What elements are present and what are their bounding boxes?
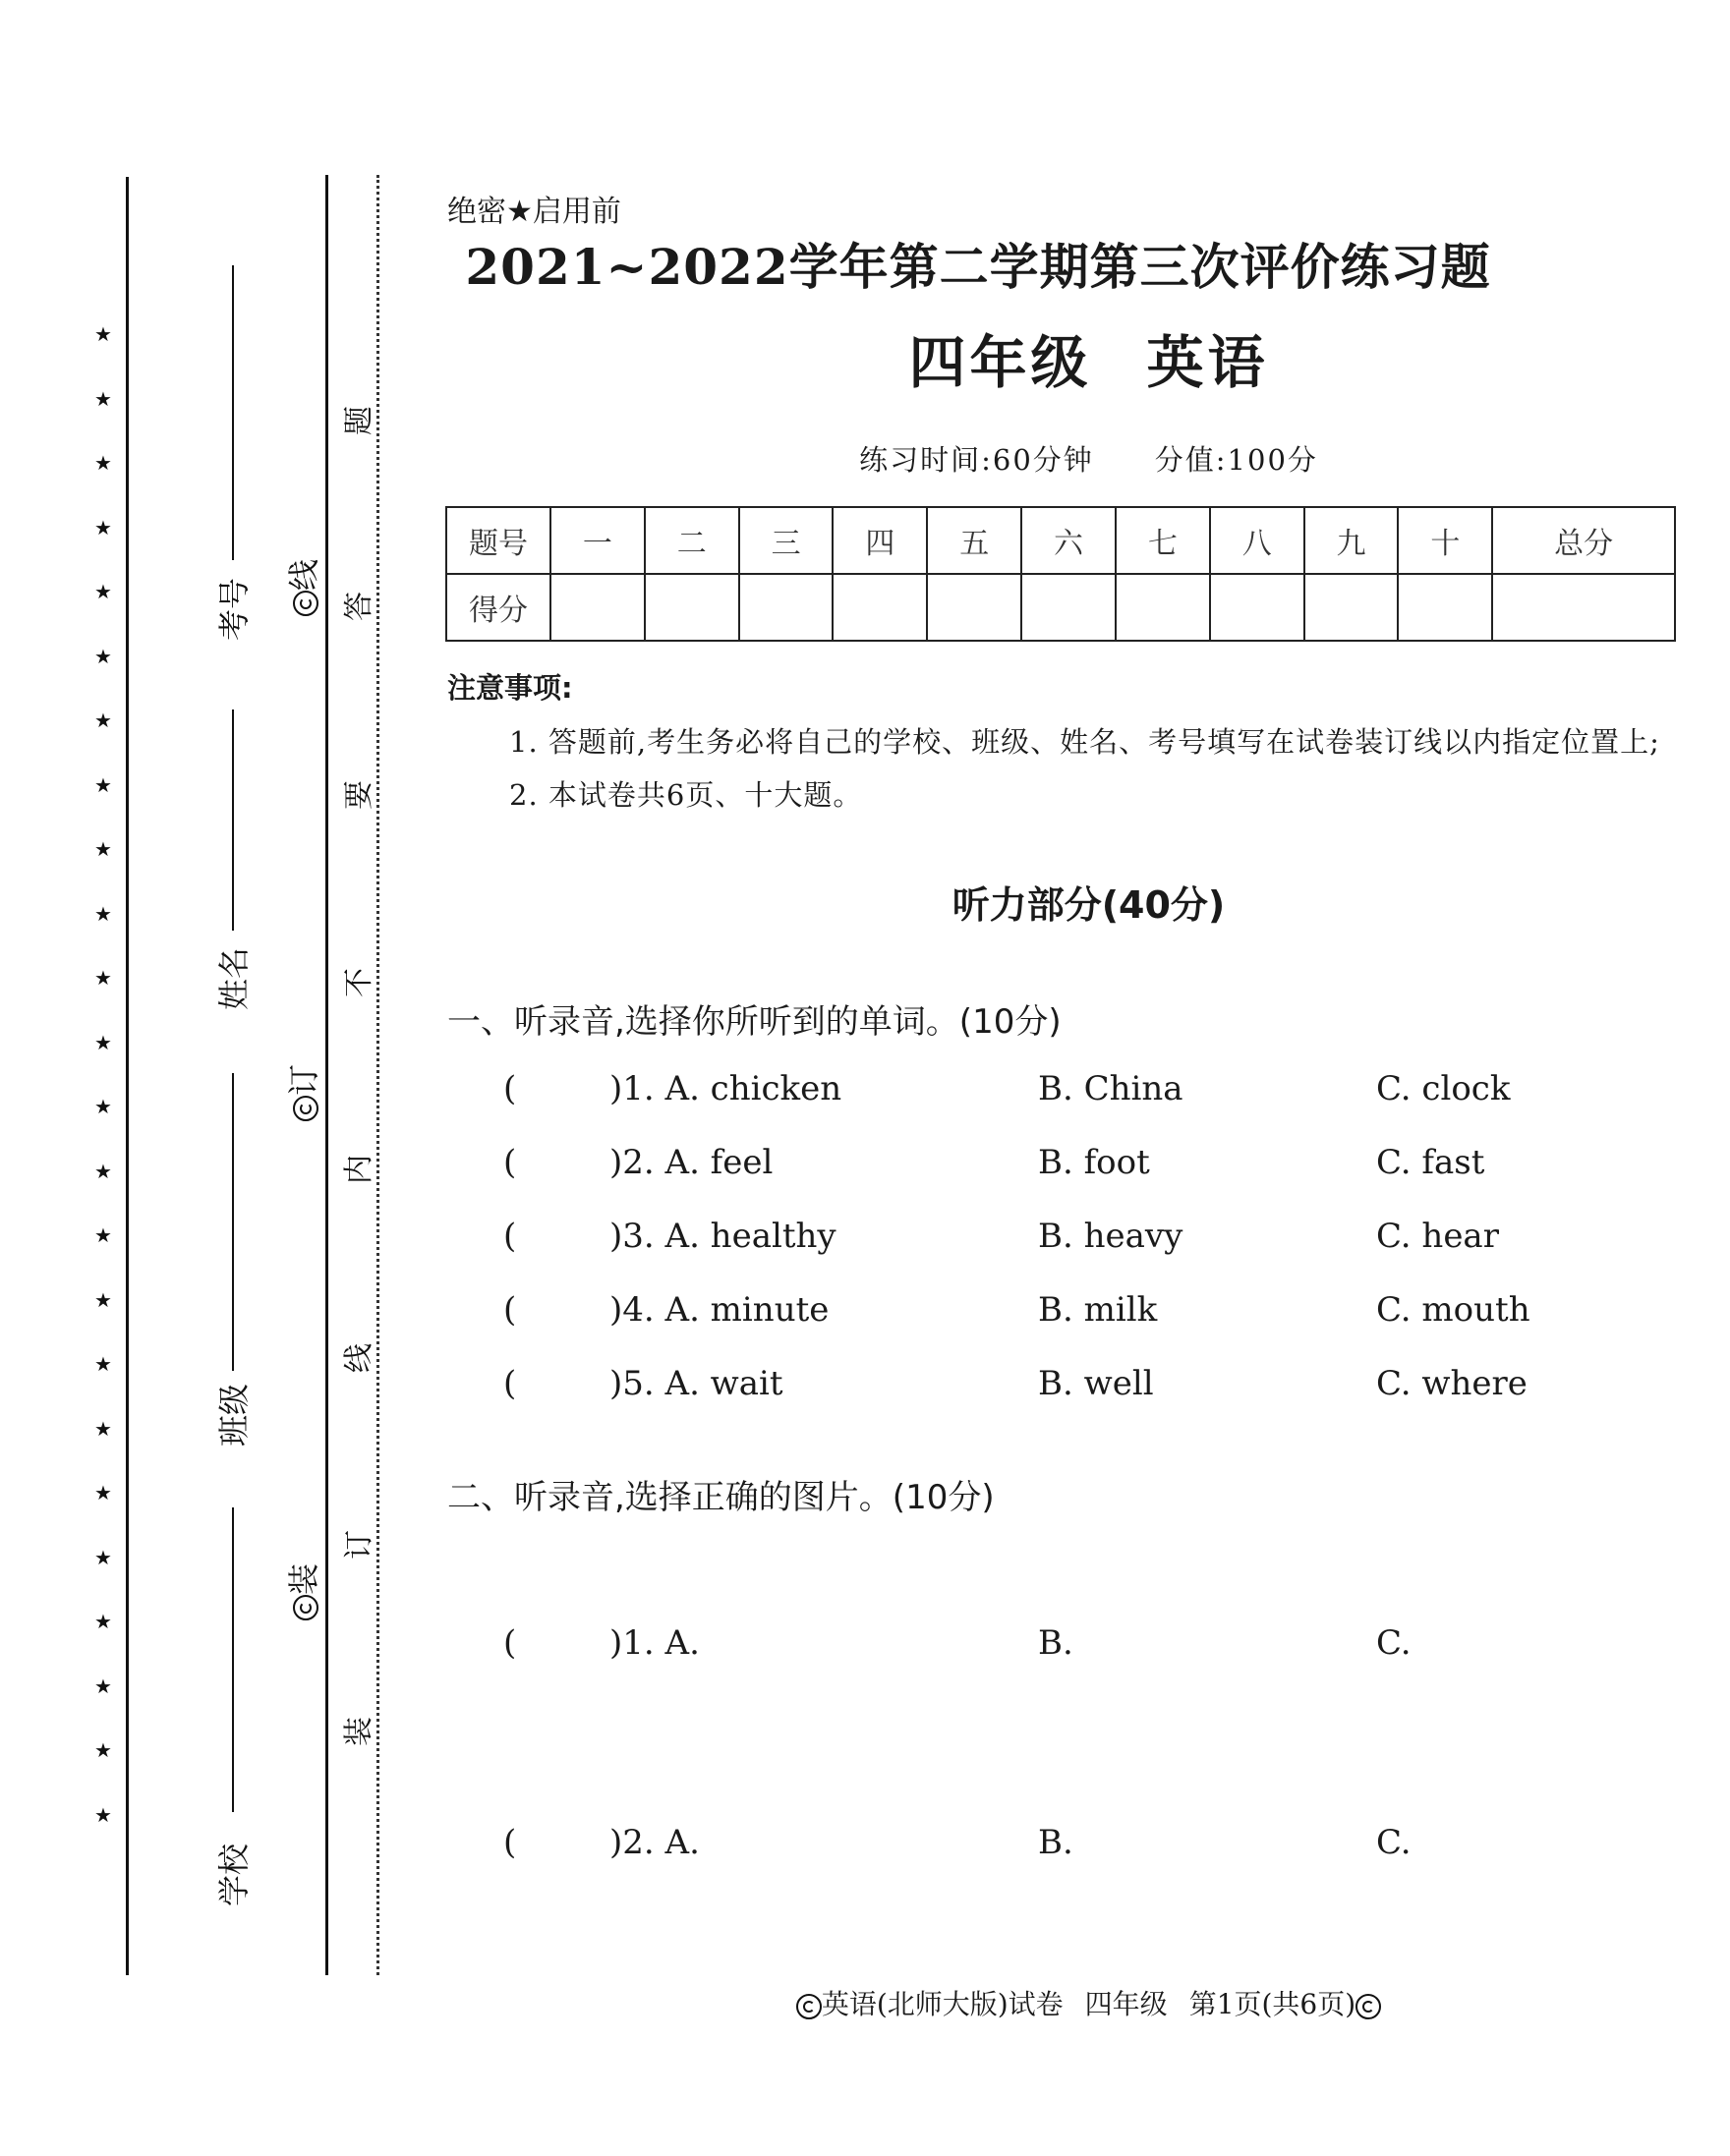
option-a: )1. A. chicken <box>609 1069 842 1108</box>
exam-meta <box>447 438 1730 479</box>
margin-star-icon: ★ <box>94 451 112 475</box>
score-cell[interactable] <box>927 574 1021 641</box>
question-row <box>503 1069 1702 1112</box>
answer-paren[interactable]: ( <box>503 1143 517 1182</box>
warning-char: 答 <box>342 592 376 621</box>
margin-star-icon: ★ <box>94 1287 112 1312</box>
margin-outer-line <box>126 177 129 1975</box>
option-c: C. <box>1376 1823 1412 1862</box>
part2-heading: 二、听录音,选择正确的图片。(10分) <box>447 1478 995 1517</box>
class-label: 班级 <box>215 1384 253 1447</box>
part1-heading: 一、听录音,选择你所听到的单词。(10分) <box>447 1002 1062 1042</box>
score-table-col: 总分 <box>1492 507 1675 574</box>
grade-label: 四年级 <box>908 329 1092 396</box>
score-cell[interactable] <box>1021 574 1116 641</box>
option-b: B. <box>1038 1823 1073 1862</box>
notice-item: 1. 答题前,考生务必将自己的学校、班级、姓名、考号填写在试卷装订线以内指定位置上; <box>509 725 1660 759</box>
option-a: )5. A. wait <box>609 1364 783 1403</box>
score-cell[interactable] <box>645 574 739 641</box>
margin-star-icon: ★ <box>94 1416 112 1441</box>
subject-label: 英语 <box>1146 329 1269 396</box>
margin-star-icon: ★ <box>94 966 112 990</box>
score-table-col: 六 <box>1021 507 1116 574</box>
grade-subject <box>447 316 1730 399</box>
warning-char: 不 <box>342 968 376 997</box>
question-row <box>503 1623 1702 1667</box>
margin-star-icon: ★ <box>94 1802 112 1827</box>
score-table-col: 八 <box>1210 507 1304 574</box>
margin-star-icon: ★ <box>94 1095 112 1118</box>
exam-title: 2021~2022学年第二学期第三次评价练习题 <box>465 238 1491 296</box>
binding-line-mark: 线 <box>279 548 318 627</box>
exam-no-blank[interactable] <box>232 265 234 560</box>
margin-star-icon: ★ <box>94 837 112 861</box>
margin-star-icon: ★ <box>94 1481 112 1504</box>
swirl-icon <box>293 591 318 616</box>
warning-char: 要 <box>342 780 376 810</box>
question-row <box>503 1290 1702 1333</box>
answer-paren[interactable]: ( <box>503 1364 517 1403</box>
score-table-col: 一 <box>550 507 645 574</box>
score-cell[interactable] <box>1398 574 1492 641</box>
warning-char: 订 <box>342 1530 376 1560</box>
name-blank[interactable] <box>232 709 234 931</box>
notice-title: 注意事项: <box>447 671 573 705</box>
score-table-col: 二 <box>645 507 739 574</box>
exam-no-label: 考号 <box>215 578 253 642</box>
score-table <box>445 506 1676 642</box>
option-a: )4. A. minute <box>609 1290 830 1330</box>
option-a: )2. A. feel <box>609 1143 774 1182</box>
margin-star-icon: ★ <box>94 515 112 539</box>
margin-star-icon: ★ <box>94 1674 112 1698</box>
name-label: 姓名 <box>215 947 253 1011</box>
swirl-icon <box>293 1595 318 1620</box>
warning-char: 装 <box>342 1717 376 1746</box>
margin-star-icon: ★ <box>94 1738 112 1762</box>
score-table-col: 四 <box>833 507 927 574</box>
class-blank[interactable] <box>232 1073 234 1371</box>
question-row <box>503 1143 1702 1186</box>
question-row <box>503 1217 1702 1260</box>
footer-grade: 四年级 <box>1084 1988 1168 2020</box>
swirl-icon <box>1355 1994 1381 2019</box>
footer-page: 第1页(共6页) <box>1188 1988 1356 2020</box>
score-table-col: 三 <box>739 507 834 574</box>
warning-char: 题 <box>342 406 376 435</box>
margin-star-icon: ★ <box>94 386 112 411</box>
footer-title: 英语(北师大版)试卷 <box>821 1988 1064 2020</box>
margin-star-icon: ★ <box>94 322 112 346</box>
listening-title: 听力部分(40分) <box>952 883 1226 927</box>
margin-star-icon: ★ <box>94 580 112 603</box>
score-table-col: 五 <box>927 507 1021 574</box>
answer-paren[interactable]: ( <box>503 1290 517 1330</box>
answer-paren[interactable]: ( <box>503 1069 517 1108</box>
margin-star-icon: ★ <box>94 644 112 668</box>
margin-star-icon: ★ <box>94 1159 112 1183</box>
option-b: B. milk <box>1038 1290 1158 1330</box>
question-row <box>503 1364 1702 1407</box>
binding-staple-mark: 订 <box>279 1053 318 1132</box>
option-b: B. well <box>1038 1364 1154 1403</box>
margin-star-icon: ★ <box>94 709 112 732</box>
answer-paren[interactable]: ( <box>503 1217 517 1256</box>
margin-star-icon: ★ <box>94 1030 112 1054</box>
margin-star-icon: ★ <box>94 1545 112 1569</box>
score-cell[interactable] <box>1304 574 1399 641</box>
option-c: C. fast <box>1376 1143 1485 1182</box>
time-label: 练习时间:60分钟 <box>859 443 1094 477</box>
option-b: B. China <box>1038 1069 1183 1108</box>
score-table-col: 十 <box>1398 507 1492 574</box>
margin-star-icon: ★ <box>94 901 112 926</box>
margin-star-icon: ★ <box>94 1352 112 1376</box>
margin-star-icon: ★ <box>94 1610 112 1633</box>
question-row <box>503 1823 1702 1866</box>
option-b: B. <box>1038 1623 1073 1663</box>
swirl-icon <box>293 1096 318 1121</box>
warning-char: 内 <box>342 1155 376 1184</box>
score-table-col: 九 <box>1304 507 1399 574</box>
score-cell[interactable] <box>1210 574 1304 641</box>
score-cell[interactable] <box>1492 574 1675 641</box>
score-cell[interactable] <box>550 574 645 641</box>
school-label: 学校 <box>215 1844 253 1907</box>
swirl-icon <box>796 1994 822 2019</box>
answer-paren[interactable]: ( <box>503 1823 517 1862</box>
score-label: 分值:100分 <box>1154 443 1318 477</box>
option-c: C. where <box>1376 1364 1528 1403</box>
margin-star-icon: ★ <box>94 1223 112 1247</box>
margin-inner-line <box>325 175 328 1975</box>
score-cell[interactable] <box>1116 574 1210 641</box>
school-blank[interactable] <box>232 1507 234 1812</box>
option-b: B. heavy <box>1038 1217 1183 1256</box>
notice-item: 2. 本试卷共6页、十大题。 <box>509 778 863 812</box>
option-c: C. clock <box>1376 1069 1511 1108</box>
margin-star-icon: ★ <box>94 772 112 797</box>
option-c: C. mouth <box>1376 1290 1530 1330</box>
score-table-header-row <box>446 507 1675 574</box>
answer-paren[interactable]: ( <box>503 1623 517 1663</box>
score-cell[interactable] <box>833 574 927 641</box>
option-a: )2. A. <box>609 1823 700 1862</box>
option-b: B. foot <box>1038 1143 1150 1182</box>
score-table-row-label: 得分 <box>446 574 550 641</box>
option-c: C. <box>1376 1623 1412 1663</box>
score-table-score-row <box>446 574 1675 641</box>
score-table-col: 七 <box>1116 507 1210 574</box>
margin-dotted-line <box>376 175 379 1975</box>
secret-label: 绝密★启用前 <box>447 195 621 229</box>
binding-bind-mark: 装 <box>279 1553 318 1631</box>
option-a: )3. A. healthy <box>609 1217 836 1256</box>
page-footer <box>447 1983 1730 2022</box>
option-c: C. hear <box>1376 1217 1499 1256</box>
warning-char: 线 <box>342 1343 376 1373</box>
score-table-row-label: 题号 <box>446 507 550 574</box>
score-cell[interactable] <box>739 574 834 641</box>
option-a: )1. A. <box>609 1623 700 1663</box>
